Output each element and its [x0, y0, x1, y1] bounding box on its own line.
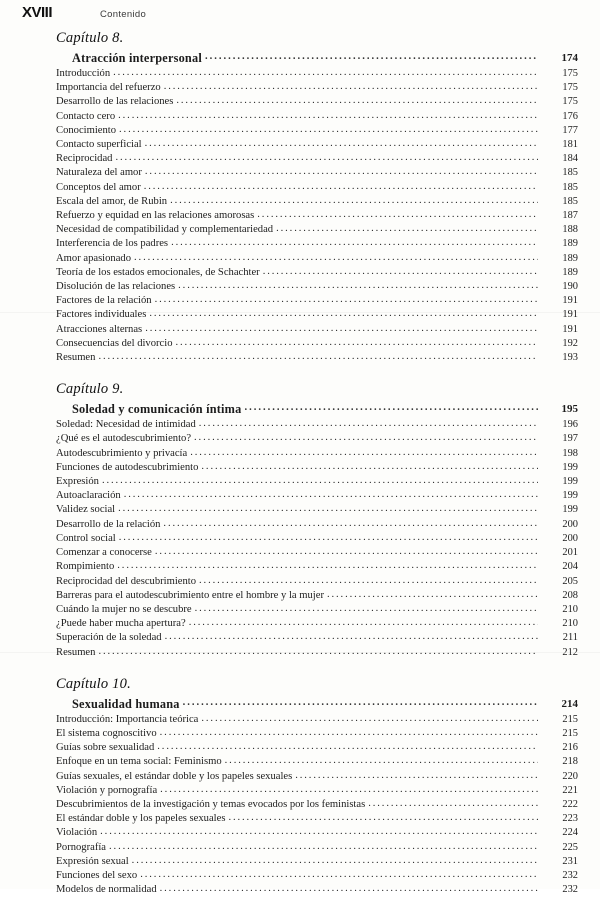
toc-entry-row[interactable]: [56, 617, 578, 631]
toc-entry-row[interactable]: [56, 575, 578, 589]
dot-leader: [160, 730, 538, 741]
toc-entry-page-number: 191: [562, 309, 578, 321]
dot-leader: [118, 507, 538, 518]
dot-leader: [98, 649, 538, 660]
chapter-label: Capítulo 8.: [56, 30, 124, 46]
toc-entry-label: ¿Qué es el autodescubrimiento?: [56, 433, 192, 445]
dot-leader: [327, 592, 538, 603]
toc-entry-label: Reciprocidad: [56, 153, 113, 165]
toc-entry-page-number: 175: [562, 68, 578, 79]
running-head: [22, 4, 578, 26]
toc-entry-label: El estándar doble y los papeles sexuales: [56, 813, 226, 825]
toc-entry-page-number: 204: [562, 561, 578, 573]
toc-entry-row[interactable]: [56, 603, 578, 617]
dot-leader: [145, 141, 538, 152]
chapter-block: [56, 676, 578, 898]
toc-entry-page-number: 187: [562, 210, 578, 222]
toc-entry-row[interactable]: [56, 308, 578, 322]
dot-leader: [195, 606, 538, 617]
dot-leader: [124, 492, 538, 503]
toc-entry-row[interactable]: [56, 237, 578, 251]
toc-entry-page-number: 200: [562, 532, 578, 544]
toc-entry-row[interactable]: [56, 532, 578, 546]
dot-leader: [163, 521, 538, 532]
dot-leader: [205, 55, 538, 66]
toc-entry-page-number: 198: [562, 447, 578, 459]
toc-entry-page-number: 185: [562, 181, 578, 193]
toc-entry-row[interactable]: [56, 755, 578, 769]
toc-entry-page-number: 225: [562, 841, 578, 853]
toc-entry-page-number: 189: [562, 238, 578, 250]
dot-leader: [119, 535, 538, 546]
toc-entry-label: Resumen: [56, 646, 96, 658]
toc-entry-row[interactable]: [56, 883, 578, 897]
toc-entry-page-number: 220: [562, 770, 578, 782]
toc-entry-row[interactable]: [56, 631, 578, 645]
page-folio: XVIII: [22, 4, 53, 21]
toc-entry-row[interactable]: [56, 475, 578, 489]
toc-entry-label: Factores de la relación: [56, 295, 152, 307]
dot-leader: [178, 283, 538, 294]
toc-entry-page-number: 199: [562, 476, 578, 488]
toc-entry-label: Expresión sexual: [56, 855, 129, 867]
toc-entry-label: Expresión: [56, 476, 99, 488]
toc-entry-page-number: 189: [562, 252, 578, 264]
toc-entry-label: Rompimiento: [56, 561, 115, 573]
toc-entry-page-number: 185: [562, 167, 578, 179]
toc-entry-row[interactable]: [56, 152, 578, 166]
toc-entry-page-number: 176: [562, 110, 578, 122]
toc-entry-row[interactable]: [56, 589, 578, 603]
dot-leader: [183, 701, 538, 712]
toc-entry-page-number: 201: [562, 547, 578, 559]
toc-entry-label: Superación de la soledad: [56, 632, 162, 644]
dot-leader: [113, 70, 538, 81]
toc-entry-label: Desarrollo de la relación: [56, 518, 161, 530]
toc-entry-label: Soledad: Necesidad de intimidad: [56, 419, 196, 431]
dot-leader: [118, 113, 538, 124]
toc-entry-row[interactable]: [56, 195, 578, 209]
toc-entry-page-number: 199: [562, 490, 578, 502]
table-of-contents: [0, 30, 600, 899]
dot-leader: [225, 759, 538, 770]
toc-entry-page-number: 222: [562, 798, 578, 810]
dot-leader: [199, 578, 538, 589]
dot-leader: [100, 830, 538, 841]
toc-entry-label: Control social: [56, 532, 116, 544]
toc-entry-row[interactable]: [56, 138, 578, 152]
toc-entry-label: El sistema cognoscitivo: [56, 727, 157, 739]
chapter-title: Soledad y comunicación íntima: [72, 402, 242, 417]
toc-entry-row[interactable]: [56, 266, 578, 280]
dot-leader: [257, 212, 538, 223]
toc-entry-row[interactable]: [56, 252, 578, 266]
chapter-spacer: [56, 367, 578, 381]
toc-entry-label: Teoría de los estados emocionales, de Schachter: [56, 266, 260, 278]
toc-entry-row[interactable]: [56, 546, 578, 560]
toc-entry-label: Violación y pornografía: [56, 784, 158, 796]
toc-entry-label: Guías sobre sexualidad: [56, 742, 155, 754]
dot-leader: [102, 478, 538, 489]
toc-entry-row[interactable]: [56, 124, 578, 138]
toc-entry-label: Autodescubrimiento y privacía: [56, 447, 188, 459]
toc-entry-label: Conceptos del amor: [56, 181, 141, 193]
toc-entry-row[interactable]: [56, 727, 578, 741]
dot-leader: [276, 226, 538, 237]
toc-entry-label: Escala del amor, de Rubin: [56, 195, 168, 207]
toc-entry-page-number: 208: [562, 589, 578, 601]
dot-leader: [157, 744, 538, 755]
dot-leader: [244, 406, 538, 417]
chapter-label: Capítulo 9.: [56, 381, 124, 398]
toc-entry-row[interactable]: [56, 166, 578, 180]
toc-entry-label: Funciones de autodescubrimiento: [56, 461, 199, 473]
chapter-title: Sexualidad humana: [72, 696, 180, 711]
toc-entry-label: Descubrimientos de la investigación y temas evocados por los feministas: [56, 798, 366, 810]
toc-entry-label: Validez social: [56, 504, 116, 516]
toc-entry-page-number: 197: [562, 433, 578, 445]
toc-entry-label: Importancia del refuerzo: [56, 82, 161, 94]
toc-entry-label: Atracciones alternas: [56, 323, 143, 335]
toc-entry-page-number: 232: [562, 869, 578, 881]
toc-entry-page-number: 193: [562, 352, 578, 364]
dot-leader: [145, 170, 538, 181]
toc-entry-row[interactable]: [56, 518, 578, 532]
toc-entry-page-number: 210: [562, 603, 578, 615]
dot-leader: [176, 99, 538, 110]
toc-entry-row[interactable]: [56, 798, 578, 812]
toc-entry-row[interactable]: [56, 784, 578, 798]
toc-entry-label: Amor apasionado: [56, 252, 132, 264]
toc-entry-label: Necesidad de compatibilidad y complementariedad: [56, 224, 274, 236]
toc-entry-page-number: 189: [562, 266, 578, 278]
toc-entry-row[interactable]: [56, 646, 578, 660]
toc-entry-page-number: 223: [562, 813, 578, 825]
toc-entry-row[interactable]: [56, 812, 578, 826]
toc-entry-label: Disolución de las relaciones: [56, 281, 176, 293]
toc-entry-label: Guías sexuales, el estándar doble y los papeles sexuales: [56, 770, 293, 782]
toc-entry-row[interactable]: [56, 418, 578, 432]
toc-entry-page-number: 192: [562, 337, 578, 349]
toc-entry-page-number: 181: [562, 139, 578, 151]
dot-leader: [155, 549, 538, 560]
toc-entry-row[interactable]: [56, 223, 578, 237]
dot-leader: [171, 241, 538, 252]
toc-entry-row[interactable]: [56, 351, 578, 365]
toc-entry-row[interactable]: [56, 209, 578, 223]
toc-entry-page-number: 221: [562, 784, 578, 796]
dot-leader: [160, 886, 538, 897]
dot-leader: [109, 844, 538, 855]
dot-leader: [140, 872, 538, 883]
toc-entry-page-number: 191: [562, 295, 578, 307]
toc-entry-label: Barreras para el autodescubrimiento entre el hombre y la mujer: [56, 589, 324, 601]
toc-entry-page-number: 231: [562, 855, 578, 867]
toc-entry-row[interactable]: [56, 503, 578, 517]
toc-entry-row[interactable]: [56, 489, 578, 503]
dot-leader: [164, 84, 538, 95]
dot-leader: [145, 326, 538, 337]
dot-leader: [176, 340, 539, 351]
dot-leader: [228, 815, 538, 826]
toc-entry-label: Interferencia de los padres: [56, 238, 169, 250]
toc-entry-row[interactable]: [56, 560, 578, 574]
toc-entry-label: Comenzar a conocerse: [56, 547, 152, 559]
dot-leader: [189, 620, 538, 631]
toc-entry-page-number: 216: [562, 742, 578, 754]
running-head-title: Contenido: [100, 9, 147, 20]
toc-entry-label: Violación: [56, 827, 98, 839]
toc-entry-label: ¿Puede haber mucha apertura?: [56, 618, 186, 630]
toc-entry-row[interactable]: [56, 181, 578, 195]
toc-entry-page-number: 215: [562, 713, 578, 725]
toc-entry-row[interactable]: [56, 713, 578, 727]
toc-entry-label: Desarrollo de las relaciones: [56, 96, 174, 108]
toc-entry-row[interactable]: [56, 67, 578, 81]
chapter-page-number: 195: [561, 403, 578, 416]
chapter-spacer: [56, 662, 578, 676]
dot-leader: [165, 635, 538, 646]
chapter-title-row[interactable]: [56, 401, 578, 417]
dot-leader: [149, 312, 538, 323]
toc-entry-label: Consecuencias del divorcio: [56, 337, 173, 349]
dot-leader: [98, 354, 538, 365]
dot-leader: [170, 198, 538, 209]
toc-entry-label: Contacto cero: [56, 110, 116, 122]
toc-entry-page-number: 200: [562, 518, 578, 530]
toc-entry-page-number: 232: [562, 884, 578, 896]
toc-entry-label: Resumen: [56, 352, 96, 364]
dot-leader: [368, 801, 538, 812]
toc-entry-page-number: 215: [562, 727, 578, 739]
dot-leader: [201, 716, 538, 727]
toc-entry-row[interactable]: [56, 337, 578, 351]
toc-entry-label: Naturaleza del amor: [56, 167, 142, 179]
toc-entry-label: Enfoque en un tema social: Feminismo: [56, 756, 222, 768]
toc-entry-row[interactable]: [56, 323, 578, 337]
dot-leader: [132, 858, 538, 869]
toc-entry-page-number: 175: [562, 96, 578, 108]
toc-entry-label: Pornografía: [56, 841, 107, 853]
toc-entry-page-number: 190: [562, 281, 578, 293]
toc-entry-row[interactable]: [56, 81, 578, 95]
dot-leader: [144, 184, 538, 195]
dot-leader: [115, 155, 538, 166]
toc-entry-row[interactable]: [56, 447, 578, 461]
toc-entry-row[interactable]: [56, 95, 578, 109]
toc-entry-row[interactable]: [56, 461, 578, 475]
toc-entry-label: Factores individuales: [56, 309, 147, 321]
toc-entry-page-number: 185: [562, 195, 578, 207]
toc-entry-row[interactable]: [56, 741, 578, 755]
toc-entry-page-number: 184: [562, 153, 578, 165]
dot-leader: [263, 269, 538, 280]
toc-entry-row[interactable]: [56, 432, 578, 446]
toc-entry-label: Autoaclaración: [56, 490, 121, 502]
chapter-label: Capítulo 10.: [56, 675, 131, 692]
toc-entry-page-number: 196: [562, 419, 578, 431]
toc-entry-page-number: 212: [562, 646, 578, 658]
toc-entry-label: Reciprocidad del descubrimiento: [56, 575, 197, 587]
toc-entry-page-number: 224: [562, 827, 578, 839]
toc-entry-page-number: 199: [562, 461, 578, 473]
toc-entry-page-number: 211: [562, 632, 578, 644]
toc-entry-row[interactable]: [56, 770, 578, 784]
toc-entry-label: Conocimiento: [56, 124, 117, 136]
chapter-block: [56, 381, 578, 659]
toc-entry-label: Modelos de normalidad: [56, 884, 157, 896]
dot-leader: [201, 464, 538, 475]
toc-entry-page-number: 218: [562, 756, 578, 768]
toc-entry-row[interactable]: [56, 841, 578, 855]
chapter-page-number: 174: [561, 52, 578, 64]
chapter-page-number: 214: [561, 697, 578, 710]
toc-entry-row[interactable]: [56, 294, 578, 308]
dot-leader: [190, 450, 538, 461]
toc-entry-label: Refuerzo y equidad en las relaciones amorosas: [56, 210, 255, 222]
dot-leader: [194, 436, 538, 447]
toc-entry-page-number: 188: [562, 224, 578, 236]
toc-entry-row[interactable]: [56, 869, 578, 883]
toc-entry-label: Contacto superficial: [56, 139, 142, 151]
dot-leader: [119, 127, 538, 138]
toc-entry-label: Cuándo la mujer no se descubre: [56, 603, 192, 615]
toc-entry-page-number: 210: [562, 618, 578, 630]
toc-entry-page-number: 177: [562, 124, 578, 136]
chapter-block: [56, 30, 578, 365]
dot-leader: [134, 255, 538, 266]
chapter-title: Atracción interpersonal: [72, 51, 202, 65]
toc-entry-row[interactable]: [56, 280, 578, 294]
toc-entry-page-number: 205: [562, 575, 578, 587]
dot-leader: [295, 773, 538, 784]
toc-entry-row[interactable]: [56, 110, 578, 124]
toc-entry-label: Introducción: Importancia teórica: [56, 713, 199, 725]
toc-entry-label: Introducción: [56, 68, 111, 79]
dot-leader: [155, 297, 538, 308]
toc-entry-row[interactable]: [56, 826, 578, 840]
toc-entry-page-number: 175: [562, 82, 578, 94]
chapter-title-row[interactable]: [56, 696, 578, 712]
toc-entry-label: Funciones del sexo: [56, 869, 138, 881]
dot-leader: [199, 421, 538, 432]
toc-entry-row[interactable]: [56, 855, 578, 869]
dot-leader: [160, 787, 538, 798]
toc-entry-page-number: 199: [562, 504, 578, 516]
dot-leader: [117, 564, 538, 575]
toc-entry-page-number: 191: [562, 323, 578, 335]
chapter-title-row[interactable]: [56, 50, 578, 66]
